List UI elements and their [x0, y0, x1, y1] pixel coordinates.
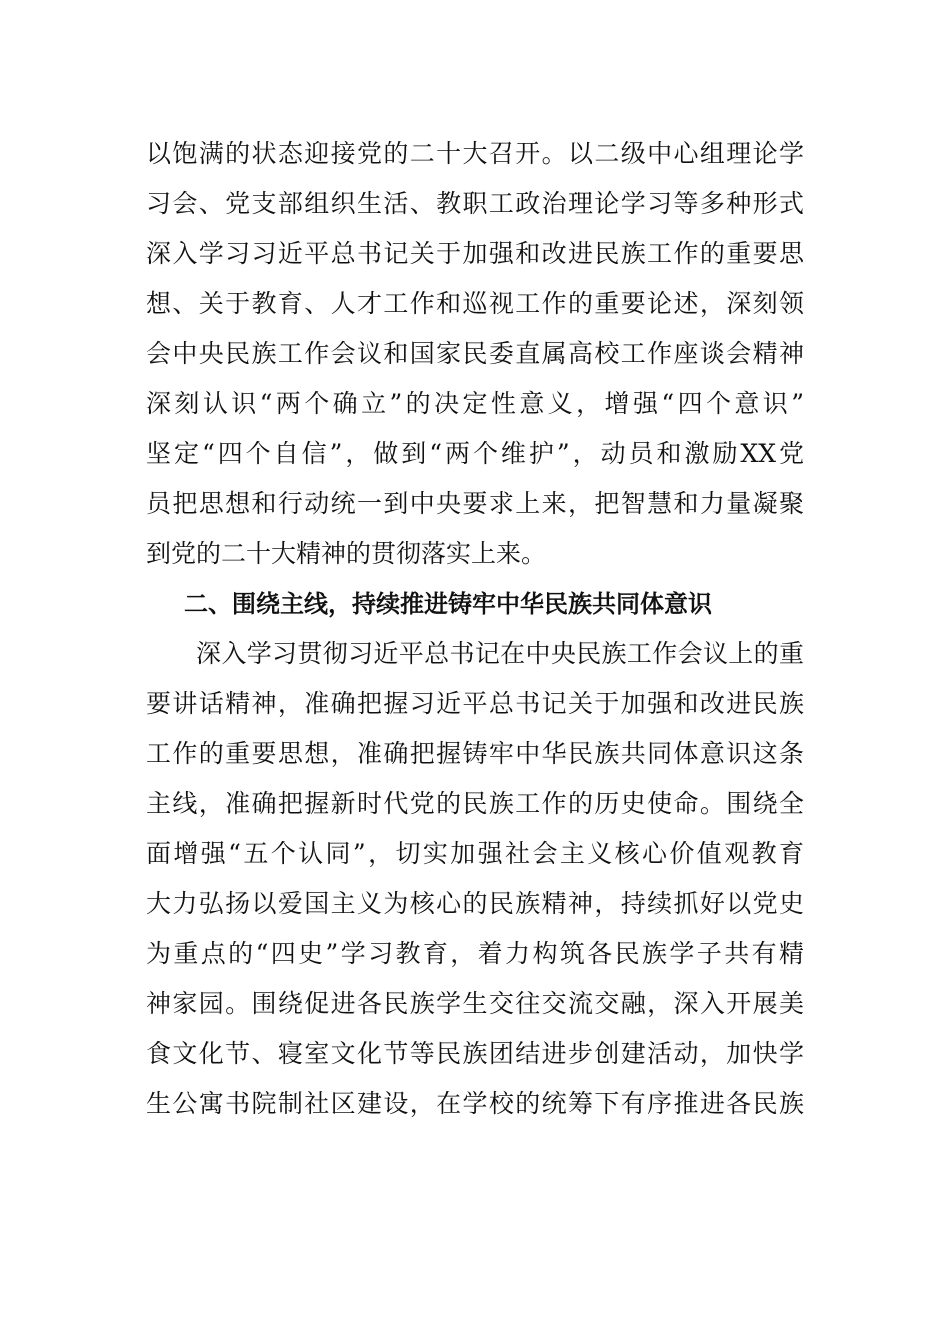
paragraph-line: 食文化节、寝室文化节等民族团结进步创建活动，加快学 — [146, 1039, 804, 1068]
paragraph-line: 会中央民族工作会议和国家民委直属高校工作座谈会精神 — [146, 339, 804, 368]
paragraph-line: 深入学习习近平总书记关于加强和改进民族工作的重要思 — [146, 239, 804, 268]
paragraph-line: 以饱满的状态迎接党的二十大召开。以二级中心组理论学 — [146, 139, 804, 168]
paragraph-line: 大力弘扬以爱国主义为核心的民族精神，持续抓好以党史 — [146, 889, 804, 918]
paragraph-line: 神家园。围绕促进各民族学生交往交流交融，深入开展美 — [146, 989, 804, 1018]
paragraph-line: 深入学习贯彻习近平总书记在中央民族工作会议上的重 — [196, 639, 804, 668]
paragraph-line: 到党的二十大精神的贯彻落实上来。 — [146, 539, 547, 568]
paragraph-line: 习会、党支部组织生活、教职工政治理论学习等多种形式 — [146, 189, 804, 218]
paragraph-line: 深刻认识“两个确立”的决定性意义，增强“四个意识” — [146, 389, 804, 418]
paragraph-line: 为重点的“四史”学习教育，着力构筑各民族学子共有精 — [146, 939, 804, 968]
paragraph-line: 想、关于教育、人才工作和巡视工作的重要论述，深刻领 — [146, 289, 804, 318]
paragraph-line: 面增强“五个认同”，切实加强社会主义核心价值观教育 — [146, 839, 804, 868]
paragraph-line: 坚定“四个自信”，做到“两个维护”，动员和激励XX党 — [146, 439, 804, 468]
paragraph-line: 工作的重要思想，准确把握铸牢中华民族共同体意识这条 — [146, 739, 804, 768]
paragraph-line: 生公寓书院制社区建设，在学校的统筹下有序推进各民族 — [146, 1089, 804, 1118]
paragraph-line: 员把思想和行动统一到中央要求上来，把智慧和力量凝聚 — [146, 489, 804, 518]
paragraph-line: 要讲话精神，准确把握习近平总书记关于加强和改进民族 — [146, 689, 804, 718]
paragraph-line: 主线，准确把握新时代党的民族工作的历史使命。围绕全 — [146, 789, 804, 818]
section-heading: 二、围绕主线，持续推进铸牢中华民族共同体意识 — [184, 590, 712, 618]
